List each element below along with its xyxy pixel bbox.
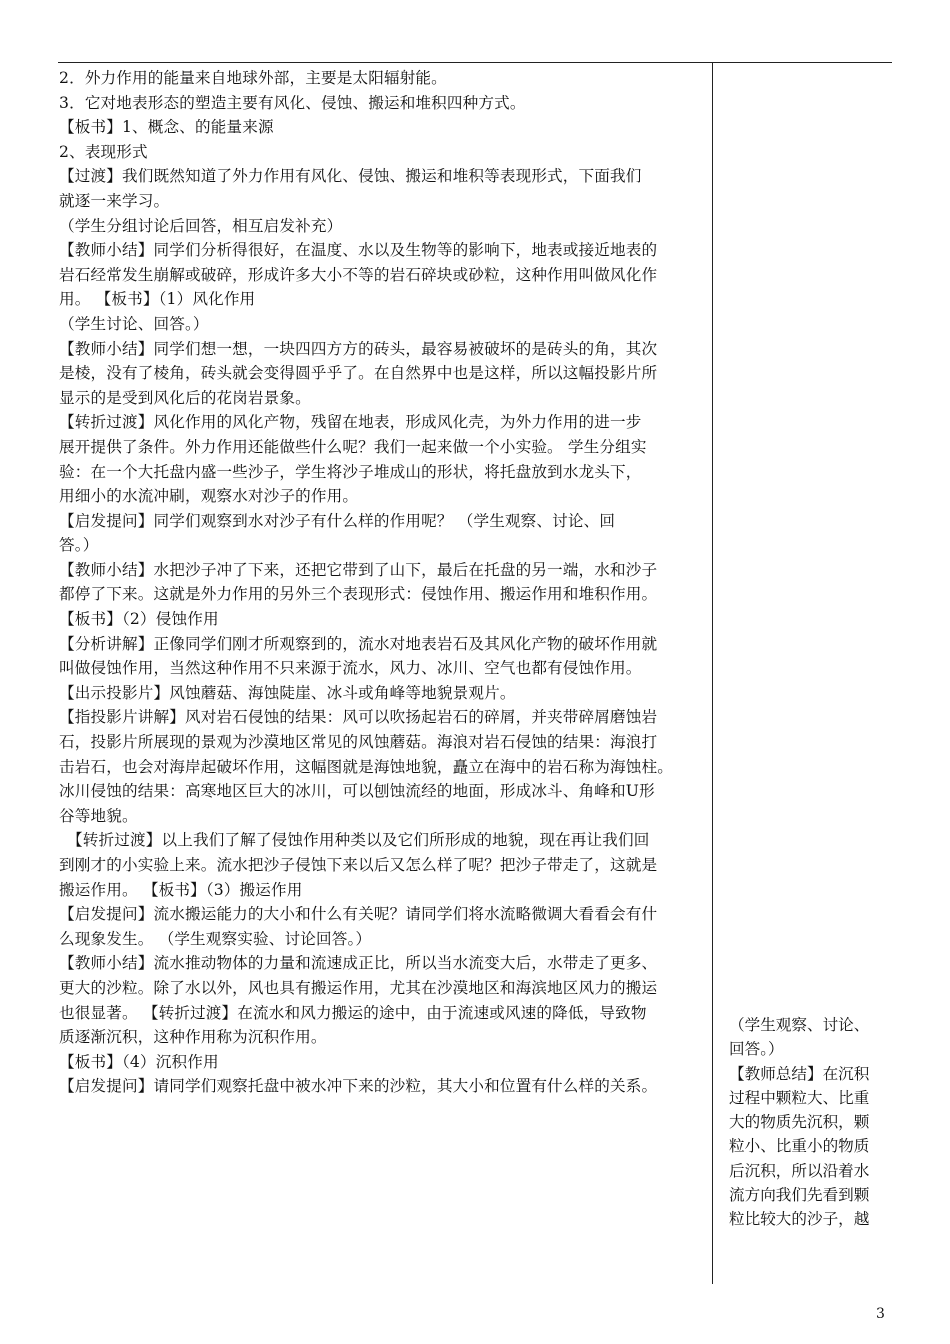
page-number: 3 bbox=[876, 1306, 885, 1322]
text-line: 2、表现形式 bbox=[59, 142, 148, 161]
text-line: 到刚才的小实验上来。流水把沙子侵蚀下来以后又怎么样了呢？把沙子带走了，这就是 bbox=[59, 856, 658, 874]
side-note-line: 流方向我们先看到颗 bbox=[729, 1186, 870, 1205]
text-line: 石，投影片所展现的景观为沙漠地区常见的风蚀蘑菇。海浪对岩石侵蚀的结果：海浪打 bbox=[59, 733, 658, 752]
text-line: 【出示投影片】风蚀蘑菇、海蚀陡崖、冰斗或角峰等地貌景观片。 bbox=[59, 683, 516, 702]
text-line: 【指投影片讲解】风对岩石侵蚀的结果：风可以吹扬起岩石的碎屑，并夹带碎屑磨蚀岩 bbox=[59, 708, 658, 727]
text-line: 也很显著。 【转折过渡】在流水和风力搬运的途中，由于流速或风速的降低，导致物 bbox=[59, 1003, 647, 1022]
side-note-line: 过程中颗粒大、比重 bbox=[729, 1088, 870, 1107]
table-top-border bbox=[58, 62, 892, 63]
text-line: 【启发提问】流水搬运能力的大小和什么有关呢？请同学们将水流略微调大看看会有什 bbox=[59, 905, 658, 924]
text-line: 【分析讲解】正像同学们刚才所观察到的，流水对地表岩石及其风化产物的破坏作用就 bbox=[59, 634, 658, 653]
text-line: 2．外力作用的能量来自地球外部，主要是太阳辐射能。 bbox=[59, 69, 447, 87]
text-line: （学生讨论、回答。） bbox=[59, 314, 209, 333]
side-note-line: 大的物质先沉积，颗 bbox=[729, 1113, 870, 1132]
text-line: 显示的是受到风化后的花岗岩景象。 bbox=[59, 388, 311, 407]
side-note-line: 回答。） bbox=[729, 1040, 784, 1059]
text-line: 【教师小结】同学们想一想，一块四四方方的砖头，最容易被破坏的是砖头的角，其次 bbox=[59, 339, 658, 358]
text-line: 岩石经常发生崩解或破碎，形成许多大小不等的岩石碎块或砂粒，这种作用叫做风化作 bbox=[59, 265, 658, 284]
text-line: 展开提供了条件。外力作用还能做些什么呢？我们一起来做一个小实验。 学生分组实 bbox=[59, 437, 647, 456]
side-note-line: 【教师总结】在沉积 bbox=[729, 1064, 870, 1083]
text-line: 搬运作用。 【板书】（3）搬运作用 bbox=[59, 880, 303, 899]
text-line: 【板书】1、概念、的能量来源 bbox=[59, 118, 274, 137]
text-line: 么现象发生。 （学生观察实验、讨论回答。） bbox=[59, 929, 372, 948]
text-line: 谷等地貌。 bbox=[59, 806, 138, 825]
main-text-column bbox=[59, 66, 707, 1099]
side-note-line: 后沉积，所以沿着水 bbox=[729, 1161, 870, 1180]
text-line: 【启发提问】同学们观察到水对沙子有什么样的作用呢？ （学生观察、讨论、回 bbox=[59, 511, 616, 530]
text-line: 质逐渐沉积，这种作用称为沉积作用。 bbox=[59, 1028, 327, 1047]
text-line: 【转折过渡】风化作用的风化产物，残留在地表，形成风化壳，为外力作用的进一步 bbox=[59, 413, 642, 432]
column-divider bbox=[712, 62, 713, 1284]
text-line: 验：在一个大托盘内盛一些沙子，学生将沙子堆成山的形状，将托盘放到水龙头下， bbox=[59, 462, 642, 481]
text-line: 【转折过渡】以上我们了解了侵蚀作用种类以及它们所形成的地貌，现在再让我们回 bbox=[67, 831, 650, 850]
text-line: 更大的沙粒。除了水以外，风也具有搬运作用，尤其在沙漠地区和海滨地区风力的搬运 bbox=[59, 978, 658, 997]
text-line: 击岩石，也会对海岸起破坏作用，这幅图就是海蚀地貌，矗立在海中的岩石称为海蚀柱。 bbox=[59, 757, 674, 776]
text-line: 【教师小结】水把沙子冲了下来，还把它带到了山下，最后在托盘的另一端，水和沙子 bbox=[59, 560, 658, 579]
text-line: 都停了下来。这就是外力作用的另外三个表现形式：侵蚀作用、搬运作用和堆积作用。 bbox=[59, 585, 658, 604]
text-line: 【过渡】我们既然知道了外力作用有风化、侵蚀、搬运和堆积等表现形式，下面我们 bbox=[59, 167, 642, 186]
text-line: 【板书】（4）沉积作用 bbox=[59, 1052, 219, 1071]
text-line: 用。 【板书】（1）风化作用 bbox=[59, 290, 256, 309]
text-line: 答。） bbox=[59, 536, 99, 555]
text-line: 就逐一来学习。 bbox=[59, 191, 170, 210]
text-line: 是棱，没有了棱角，砖头就会变得圆乎乎了。在自然界中也是这样，所以这幅投影片所 bbox=[59, 364, 658, 383]
text-line: （学生分组讨论后回答，相互启发补充） bbox=[59, 216, 343, 235]
side-note-line: 粒比较大的沙子，越 bbox=[729, 1210, 870, 1229]
side-note-line: （学生观察、讨论、 bbox=[729, 1016, 870, 1034]
text-line: 用细小的水流冲刷，观察水对沙子的作用。 bbox=[59, 487, 359, 506]
text-line: 【教师小结】同学们分析得很好，在温度、水以及生物等的影响下，地表或接近地表的 bbox=[59, 241, 658, 260]
side-notes-column bbox=[729, 1013, 889, 1232]
text-line: 【启发提问】请同学们观察托盘中被水冲下来的沙粒，其大小和位置有什么样的关系。 bbox=[59, 1077, 658, 1096]
text-line: 【教师小结】流水推动物体的力量和流速成正比，所以当水流变大后，水带走了更多、 bbox=[59, 954, 658, 973]
side-note-line: 粒小、比重小的物质 bbox=[729, 1137, 870, 1156]
text-line: 冰川侵蚀的结果：高寒地区巨大的冰川，可以刨蚀流经的地面，形成冰斗、角峰和U形 bbox=[59, 782, 655, 801]
text-line: 叫做侵蚀作用，当然这种作用不只来源于流水，风力、冰川、空气也都有侵蚀作用。 bbox=[59, 659, 642, 678]
text-line: 【板书】（2）侵蚀作用 bbox=[59, 610, 219, 629]
text-line: 3．它对地表形态的塑造主要有风化、侵蚀、搬运和堆积四种方式。 bbox=[59, 93, 526, 112]
